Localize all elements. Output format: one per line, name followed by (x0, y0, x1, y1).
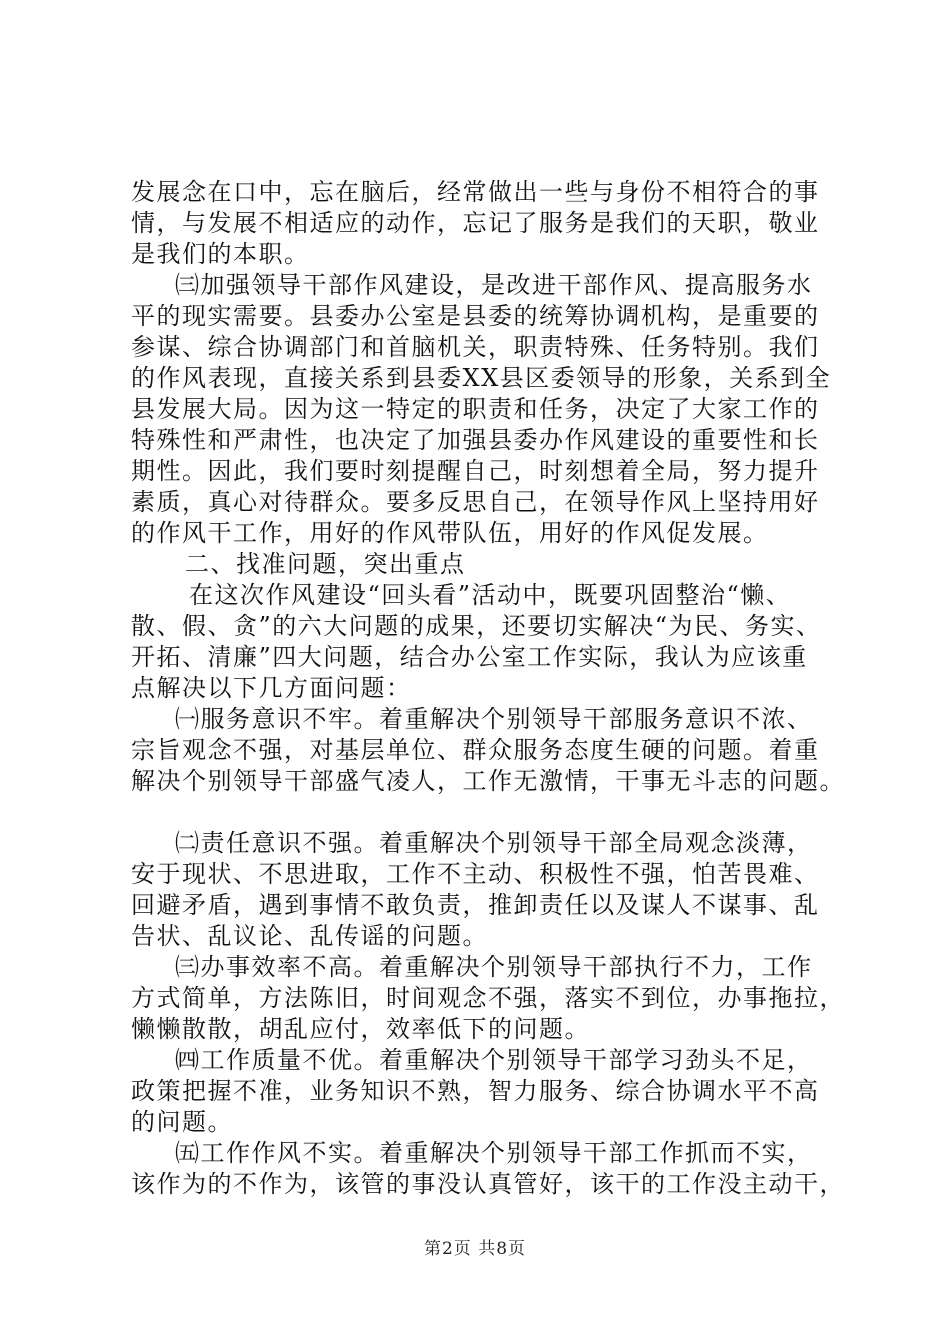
text-line: 特殊性和严肃性，也决定了加强县委办作风建设的重要性和长 (131, 426, 820, 454)
text-line: 解决个别领导干部盛气凌人，工作无激情，干事无斗志的问题。 (131, 767, 845, 795)
text-line: 素质，真心对待群众。要多反思自己，在领导作风上坚持用好 (131, 488, 820, 516)
document-body (131, 177, 843, 1200)
paragraph-start-line: 在这次作风建设“回头看”活动中，既要巩固整治“懒、 (189, 581, 792, 609)
text-line: 参谋、综合协调部门和首脑机关，职责特殊、任务特别。我们 (131, 333, 820, 361)
text-line: 宗旨观念不强，对基层单位、群众服务态度生硬的问题。着重 (131, 736, 820, 764)
paragraph-start-line: ㈣工作质量不优。着重解决个别领导干部学习劲头不足， (175, 1046, 813, 1074)
page-number-footer: 第2页 共8页 (423, 1239, 527, 1259)
text-line: 是我们的本职。 (131, 240, 310, 268)
text-line: 平的现实需要。县委办公室是县委的统筹协调机构，是重要的 (131, 302, 820, 330)
text-line: 开拓、清廉”四大问题，结合办公室工作实际，我认为应该重 (131, 643, 808, 671)
text-line: 政策把握不准，业务知识不熟，智力服务、综合协调水平不高 (131, 1077, 820, 1105)
text-line: 回避矛盾，遇到事情不敢负责，推卸责任以及谋人不谋事、乱 (131, 891, 820, 919)
text-line: 懒懒散散，胡乱应付，效率低下的问题。 (131, 1015, 590, 1043)
text-line: 该作为的不作为，该管的事没认真管好，该干的工作没主动干， (131, 1170, 845, 1198)
text-line: 的作风表现，直接关系到县委XX县区委领导的形象，关系到全 (131, 364, 832, 392)
paragraph-gap (131, 797, 843, 828)
text-line: 点解决以下几方面问题： (131, 674, 412, 702)
text-line: 的问题。 (131, 1108, 233, 1136)
text-line: 散、假、贪”的六大问题的成果，还要切实解决“为民、务实、 (131, 612, 822, 640)
text-line: 安于现状、不思进取，工作不主动、积极性不强，怕苦畏难、 (131, 860, 820, 888)
text-line: 情，与发展不相适应的动作，忘记了服务是我们的天职，敬业 (131, 209, 820, 237)
paragraph-start-line: ㈢办事效率不高。着重解决个别领导干部执行不力，工作 (175, 953, 813, 981)
paragraph-start-line: ㈡责任意识不强。着重解决个别领导干部全局观念淡薄， (175, 829, 813, 857)
section-heading: 二、找准问题，突出重点 (185, 550, 466, 578)
paragraph-start-line: ㈠服务意识不牢。着重解决个别领导干部服务意识不浓、 (175, 705, 813, 733)
text-line: 的作风干工作，用好的作风带队伍，用好的作风促发展。 (131, 519, 769, 547)
text-line: 发展念在口中，忘在脑后，经常做出一些与身份不相符合的事 (131, 178, 820, 206)
text-line: 县发展大局。因为这一特定的职责和任务，决定了大家工作的 (131, 395, 820, 423)
text-line: 方式简单，方法陈旧，时间观念不强，落实不到位，办事拖拉， (131, 984, 845, 1012)
text-line: 期性。因此，我们要时刻提醒自己，时刻想着全局，努力提升 (131, 457, 820, 485)
paragraph-start-line: ㈤工作作风不实。着重解决个别领导干部工作抓而不实， (175, 1139, 813, 1167)
paragraph-start-line: ㈢加强领导干部作风建设，是改进干部作风、提高服务水 (175, 271, 813, 299)
text-line: 告状、乱议论、乱传谣的问题。 (131, 922, 488, 950)
